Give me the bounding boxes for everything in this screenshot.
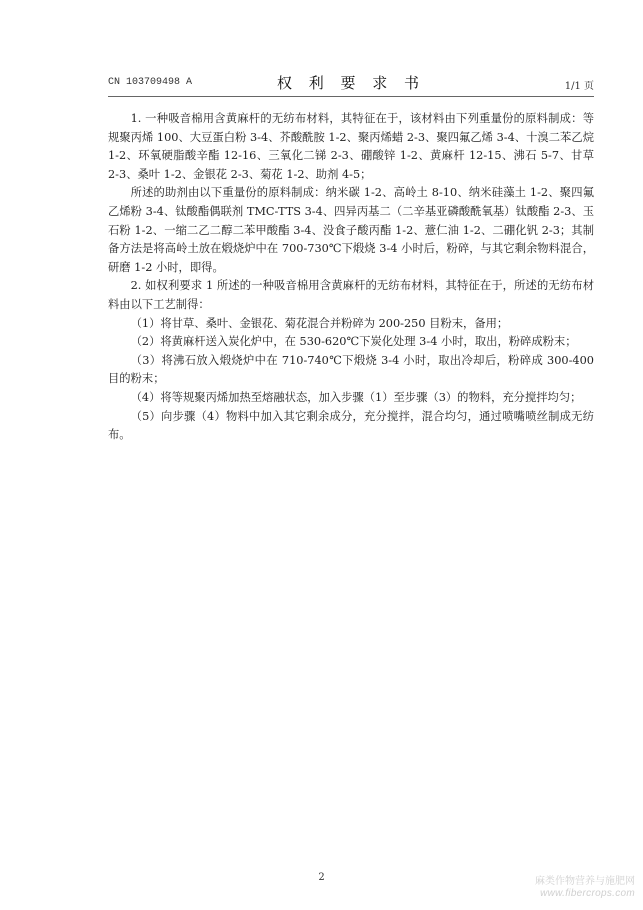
watermark-site-name: 麻类作物营养与施肥网: [535, 876, 635, 887]
page-number: 2: [318, 872, 325, 883]
claim-2-step-3: （3）将沸石放入煅烧炉中在 710-740℃下煅烧 3-4 小时，取出冷却后，粉碎成 300-400 目的粉末；: [108, 353, 594, 386]
document-title: 权 利 要 求 书: [276, 74, 426, 92]
header-divider: [108, 96, 594, 97]
claim-2-step-5: （5）向步骤（4）物料中加入其它剩余成分，充分搅拌，混合均匀，通过喷嘴喷丝制成无纺布。: [108, 409, 594, 442]
claim-2-paragraph: 2. 如权利要求 1 所述的一种吸音棉用含黄麻杆的无纺布材料，其特征在于，所述的无纺布材料由以下工艺制得：: [108, 279, 594, 311]
claims-body: [108, 110, 594, 445]
claim-2-step-2: （2）将黄麻杆送入炭化炉中，在 530-620℃下炭化处理 3-4 小时，取出，粉碎成粉末；: [130, 335, 577, 349]
page-indicator: 1/1 页: [564, 81, 594, 92]
claim-1-auxiliary-paragraph: 所述的助剂由以下重量份的原料制成：纳米碳 1-2、高岭土 8-10、纳米硅藻土 1-2、聚四氟乙烯粉 3-4、钛酸酯偶联剂 TMC-TTS 3-4、四异丙基二（二辛基亚磷酸酰氧基）钛酸酯 2-3、玉石粉 1-2、一缩二乙二醇二苯甲酸酯 3-4、没食子酸丙酯 1-2、薏仁油 1-2、二硼化钒 2-3；其制备方法是将高岭土放在煅烧炉中在 700-730℃下煅烧 3-4 小时后，粉碎，与其它剩余物料混合，研磨 1-2 小时，即得。: [108, 186, 594, 274]
publication-number: CN 103709498 A: [108, 77, 193, 88]
watermark-url: www.fibercrops.com: [540, 888, 635, 899]
claim-2-step-4: （4）将等规聚丙烯加热至熔融状态，加入步骤（1）至步骤（3）的物料，充分搅拌均匀；: [130, 390, 582, 404]
watermark: [535, 876, 635, 900]
claim-1-paragraph: 1. 一种吸音棉用含黄麻杆的无纺布材料，其特征在于，该材料由下列重量份的原料制成：等规聚丙烯 100、大豆蛋白粉 3-4、芥酸酰胺 1-2、聚丙烯蜡 2-3、聚四氟乙烯 3-4、十溴二苯乙烷 1-2、环氧硬脂酸辛酯 12-16、三氧化二锑 2-3、硼酸锌 1-2、黄麻杆 12-15、沸石 5-7、甘草 2-3、桑叶 1-2、金银花 2-3、菊花 1-2、助剂 4-5；: [108, 112, 594, 181]
claim-2-step-1: （1）将甘草、桑叶、金银花、菊花混合并粉碎为 200-250 目粉末，备用；: [130, 316, 509, 330]
document-header: [108, 72, 594, 92]
